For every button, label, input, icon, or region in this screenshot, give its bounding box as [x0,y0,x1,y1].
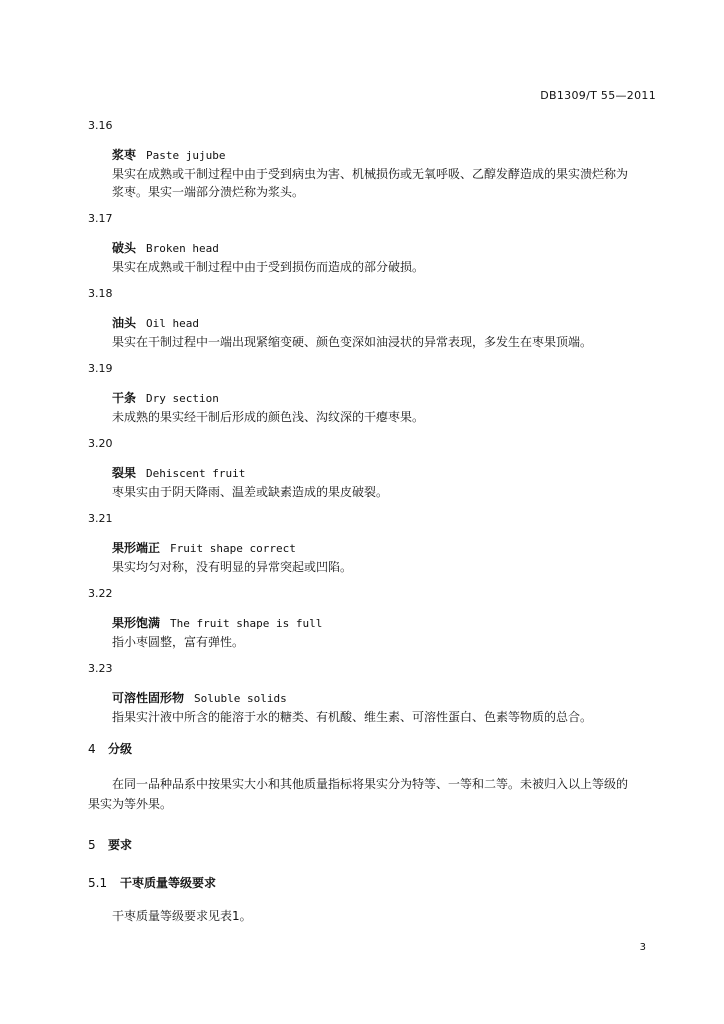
clause-number: 3.18 [88,287,113,300]
section-number: 4 [88,742,96,756]
clause-number: 3.23 [88,662,113,675]
subsection-number: 5.1 [88,876,108,890]
term-definition-line: 浆枣。果实一端部分溃烂称为浆头。 [112,185,305,199]
term-entry [88,211,658,276]
term-definition-line: 果实在成熟或干制过程中由于受到损伤而造成的部分破损。 [112,260,425,274]
term-chinese: 破头 [112,241,137,255]
term-chinese: 可溶性固形物 [112,691,185,705]
term-heading [88,314,658,333]
clause-number: 3.17 [88,212,113,225]
term-definition-line: 指小枣圆整，富有弹性。 [112,635,245,649]
term-english: Fruit shape correct [170,542,296,555]
term-english: The fruit shape is full [170,617,323,630]
term-heading [88,146,658,165]
term-definition-line: 未成熟的果实经干制后形成的颜色浅、沟纹深的干瘪枣果。 [112,410,425,424]
term-english: Broken head [146,242,219,255]
page-content [88,118,658,926]
section-title: 要求 [108,838,133,852]
term-english: Dehiscent fruit [146,467,246,480]
term-heading [88,389,658,408]
clause-number: 3.20 [88,437,113,450]
term-heading [88,239,658,258]
term-definition-line: 果实均匀对称，没有明显的异常突起或凹陷。 [112,560,353,574]
term-entry [88,361,658,426]
term-entry [88,661,658,726]
term-chinese: 裂果 [112,466,137,480]
section-title: 分级 [108,742,133,756]
term-english: Dry section [146,392,219,405]
standard-code: DB1309/T 55—2011 [540,89,656,102]
term-definition-line: 指果实汁液中所含的能溶于水的糖类、有机酸、维生素、可溶性蛋白、色素等物质的总合。 [112,710,593,724]
term-chinese: 油头 [112,316,137,330]
term-english: Soluble solids [194,692,287,705]
term-entry [88,586,658,651]
term-english: Paste jujube [146,149,226,162]
subsection-heading [88,874,658,892]
term-definition-line: 果实在成熟或干制过程中由于受到病虫为害、机械损伤或无氧呼吸、乙醇发酵造成的果实溃烂称为 [112,167,629,181]
section-heading [88,836,658,854]
term-chinese: 干条 [112,391,137,405]
term-chinese: 果形端正 [112,541,161,555]
term-definition-line: 枣果实由于阴天降雨、温差或缺素造成的果皮破裂。 [112,485,389,499]
clause-number: 3.16 [88,119,113,132]
paragraph-line: 在同一品种品系中按果实大小和其他质量指标将果实分为特等、一等和二等。未被归入以上等级的 [112,777,629,791]
term-definition-line: 果实在干制过程中一端出现紧缩变硬、颜色变深如油浸状的异常表现，多发生在枣果顶端。 [112,335,593,349]
body-paragraph: 干枣质量等级要求见表1。 [112,909,252,923]
subsection-title: 干枣质量等级要求 [120,876,217,890]
section-number: 5 [88,838,96,852]
term-heading [88,539,658,558]
term-english: Oil head [146,317,199,330]
term-heading [88,614,658,633]
term-entry [88,118,658,201]
term-chinese: 浆枣 [112,148,137,162]
term-entry [88,511,658,576]
term-entry [88,436,658,501]
body-paragraph [88,774,658,814]
paragraph-line: 果实为等外果。 [88,797,173,811]
clause-number: 3.22 [88,587,113,600]
term-chinese: 果形饱满 [112,616,161,630]
term-heading [88,464,658,483]
clause-number: 3.21 [88,512,113,525]
term-heading [88,689,658,708]
section-heading [88,740,658,758]
page-number: 3 [639,942,646,953]
term-entry [88,286,658,351]
clause-number: 3.19 [88,362,113,375]
